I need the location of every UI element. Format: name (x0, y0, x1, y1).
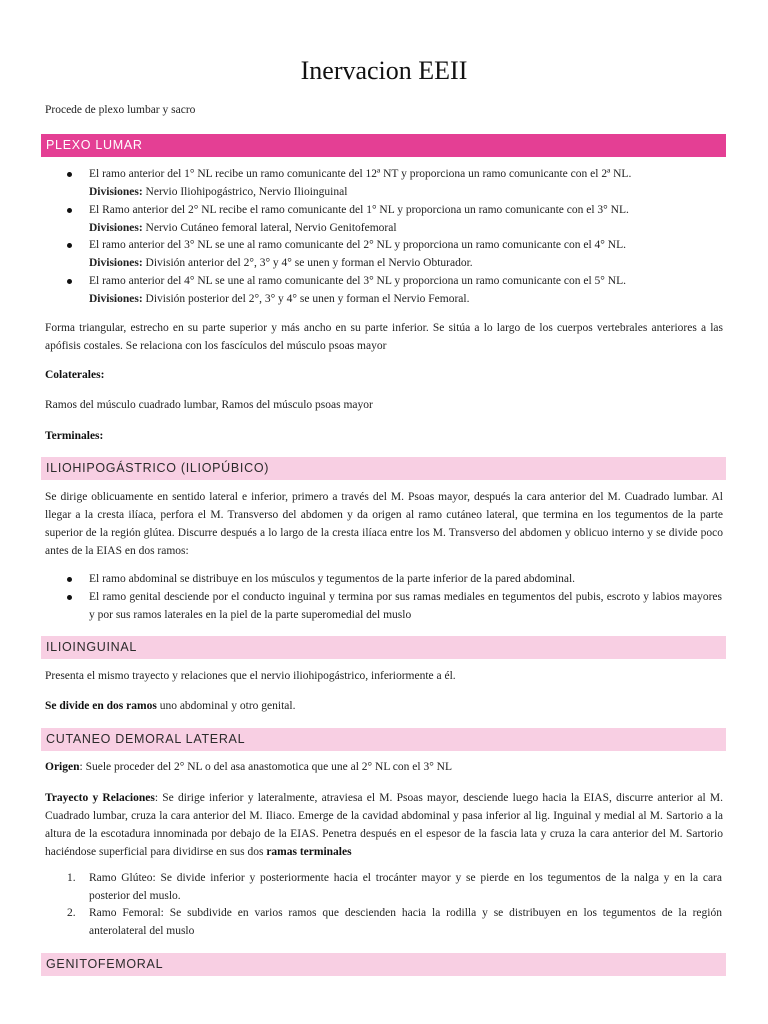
section-header-cutaneo: CUTANEO DEMORAL LATERAL (41, 728, 726, 751)
bullet-icon (67, 595, 72, 600)
terminales-heading: Terminales: (45, 430, 104, 442)
colaterales-heading: Colaterales: (45, 369, 105, 381)
ilioinguinal-paragraph: Presenta el mismo trayecto y relaciones que el nervio iliohipogástrico, inferiormente a él. (45, 670, 456, 682)
section-header-plexo-lumar: PLEXO LUMAR (41, 134, 726, 157)
list-item: El ramo genital desciende por el conducto inguinal y termina por sus ramas mediales en tegumentos del pubis, escroto y labios mayores y por sus ramos laterales en la piel de la parte superomedial del muslo (89, 588, 722, 624)
section-header-genitofemoral: GENITOFEMORAL (41, 953, 726, 976)
list-item: El Ramo anterior del 2° NL recibe el ramo comunicante del 1° NL y proporciona un ramo comunicante con el 3° NL. Divisiones: Nervio Cutáneo femoral lateral, Nervio Genitofemoral (89, 201, 722, 237)
list-item: El ramo abdominal se distribuye en los músculos y tegumentos de la parte inferior de la pared abdominal. (89, 570, 722, 588)
origen-paragraph: Origen: Suele proceder del 2° NL o del asa anastomotica que une al 2° NL con el 3° NL (45, 761, 453, 773)
bullet-icon (67, 208, 72, 213)
list-item: El ramo anterior del 1° NL recibe un ramo comunicante del 12ª NT y proporciona un ramo comunicante con el 2ª NL. Divisiones: Nervio Iliohipogástrico, Nervio Ilioinguinal (89, 165, 722, 201)
section-header-iliohipogastrico: ILIOHIPOGÁSTRICO (ILIOPÚBICO) (41, 457, 726, 480)
section-header-ilioinguinal: ILIOINGUINAL (41, 636, 726, 659)
ilioinguinal-division: Se divide en dos ramos uno abdominal y otro genital. (45, 700, 296, 712)
forma-paragraph: Forma triangular, estrecho en su parte superior y más ancho en su parte inferior. Se sitúa a lo largo de los cuerpos vertebrales anteriores a las apófisis costales. Se relaciona con los fascículos del músculo psoas mayor (45, 322, 723, 352)
list-item: El ramo anterior del 4° NL se une al ramo comunicante del 3° NL y proporciona un ramo comunicante con el 5° NL. Divisiones: División posterior del 2°, 3° y 4° se unen y forman el Nervio Femoral. (89, 272, 722, 308)
colaterales-text: Ramos del músculo cuadrado lumbar, Ramos del músculo psoas mayor (45, 399, 373, 411)
bullet-icon (67, 243, 72, 248)
page-title: Inervacion EEII (300, 56, 468, 85)
trayecto-paragraph: Trayecto y Relaciones: Se dirige inferior y lateralmente, atraviesa el M. Psoas mayor, desciende luego hacia la EIAS, discurre anterior al M. Cuadrado lumbar, cruza la cara anterior del M. Iliaco. Emerge de la cavidad abdominal y pasa inferior al lig. Inguinal y medial al M. Sartorio a la altura de la escotadura innominada por debajo de la EIAS. Penetra después en el espesor de la fascia lata y cruza la cara anterior del M. Sartorio haciéndose superficial para dividirse en sus dos ramas terminales (45, 792, 724, 858)
bullet-icon (67, 172, 72, 177)
intro-text: Procede de plexo lumbar y sacro (45, 104, 196, 116)
list-item: 2. Ramo Femoral: Se subdivide en varios ramos que descienden hacia la rodilla y se distribuyen en los tegumentos de la región anterolateral del muslo (67, 907, 722, 937)
bullet-icon (67, 279, 72, 284)
list-item: 1. Ramo Glúteo: Se divide inferior y posteriormente hacia el trocánter mayor y se pierde en los tegumentos de la nalga y en la cara posterior del muslo. (67, 872, 722, 902)
iliohipogastrico-paragraph: Se dirige oblicuamente en sentido lateral e inferior, primero a través del M. Psoas mayor, después la cara anterior del M. Cuadrado lumbar. Al llegar a la cresta ilíaca, perfora el M. Transverso del abdomen y da origen al ramo cutáneo lateral, que termina en los tegumentos de la parte superior de la región glútea. Discurre después a lo largo de la cresta ilíaca entre los M. Transverso del abdomen y oblicuo interno y se divide poco antes de la EIAS en dos ramos: (45, 491, 723, 557)
list-item: El ramo anterior del 3° NL se une al ramo comunicante del 2° NL y proporciona un ramo comunicante con el 4° NL. Divisiones: División anterior del 2°, 3° y 4° se unen y forman el Nervio Obturador. (89, 236, 722, 272)
bullet-icon (67, 577, 72, 582)
